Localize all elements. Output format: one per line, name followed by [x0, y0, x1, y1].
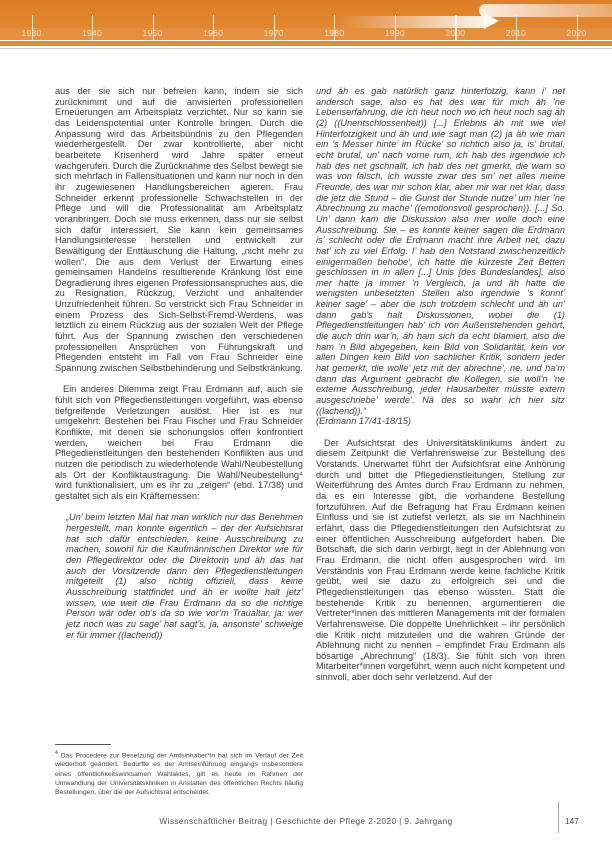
quote-citation: (Erdmann 17/41-18/15) — [316, 416, 411, 427]
footnote-area — [55, 744, 303, 797]
timeline-year-label: 1980 — [324, 28, 345, 38]
timeline-year-label: 1930 — [21, 28, 42, 38]
right-column — [316, 86, 565, 683]
header-divider — [0, 48, 612, 49]
timeline-banner — [0, 0, 612, 46]
timeline-year-label: 1990 — [384, 28, 405, 38]
timeline-year-label: 1940 — [81, 28, 103, 38]
footnote-marker: 4 — [55, 750, 58, 756]
footnote — [55, 749, 303, 797]
block-quote-continuation: und äh es gab natürlich ganz hinterfotzig, kann i’ net andersch sage, also es hat des war für mich äh ’ne Lebenserfahrung, die ich heut noch wo ich heut noch sag äh (2) ((Unentschlossenheit)) [...] Erlebnis äh mit wie viel Hinterfotzigkeit und äh und wie sagt man (2) ja äh wie man ein ’s Messer hinte’ im Rücke’ so richtich also ja, is’ brutal, echt brutal, un’ nach vorne rum, ich hab des irgendwie ich hab des net gschnallt, ich hab des net gmerkt, die warn so was von falsch, ich wusste zwar des sin’ net alles meine Freunde, des war mir schon klar, aber mir war net klar, dass die jetz die Stund – die Gunst der Stunde nutze’ um hier ’ne Abrechnung zu mache’ ((emotionsvoll gesprochen)). [...] So. Un’ dann kam die Diskussion also mer wolle doch eine Ausschreibung. Sie – es konnte keiner sagen die Erdmann is’ schlecht oder die Erdmann macht ihre Arbeit net, dazu hat’ ich zu viel Erfolg. I’ hab den Notstand zwischenzeitlich einigermaßen behobe’, ich hatte die kürzeste Zeit Betten geschlossen in in allen [...] Unis [des Bundeslandes], also mer hatte ja immer ’n Vergleich, ja und äh hatte die wenigsten unbesetzten Stellen also irgendwie ’s konnt’ keiner sage’ – aber die isch trotzdem schlecht und äh un’ dann gab’s halt Diskussionen, wobei die (1) Pflegedienstleitungen hab’ ich von Außenstehenden gehört, die auch drin war’n, äh ham sich da echt blamiert, also die ham ’n Bild abgegeben, kein Bild von Solidarität, kein vor allen Dingen kein Bild von sachlicher Kritik, sondern jeder hat gemerkt, die wolle’ jetz mit der abrechne’, ne, und ha’m dann das Argument gebracht die Kollegen, sie woll’n ’ne externe Ausschreibung, jeder Hausarbeiter müsste extern ausgeschriebe’ werde’. Nä des so wahr ich hier sitz ((lachend)).“ — [316, 86, 565, 416]
timeline-baseline — [0, 40, 612, 41]
footnote-rule — [55, 744, 111, 745]
paragraph: Ein anderes Dilemma zeigt Frau Erdmann auf, auch sie fühlt sich von Pflegedienstleitungen vorgeführt, was ebenso tiefgreifende Verletzungen auslöst. Hier ist es nur umgekehrt: Bestehen bei Frau Fischer und Frau Schneider Konflikte, mit denen sie schonungslos offen konfrontiert werden, weichen bei Frau Erdmann die Pflegedienstleitungen den bestehenden Konflikten aus und nutzen die periodisch zu wiederholende Wahl/Neubestellung als Ort der Konfliktaustragung. Die Wahl/Neubestellung⁴ wird funktionalisiert, um es ihr zu „zeigen“ (ebd. 17/38) und gestaltet sich als ein Kräftemessen: — [55, 384, 303, 501]
timeline-highlight-pill — [479, 4, 612, 17]
timeline-year-label: 1970 — [263, 28, 284, 38]
timeline-year-label: 1960 — [203, 28, 224, 38]
page-number: 147 — [565, 816, 579, 826]
block-quote: „Un’ beim letzten Mal hat man wirklich nur das Benehmen hergestellt, man konnte eigentlich – der der Aufsichtsrat hat sich dafür entschieden, keine Ausschreibung zu machen, sowohl für die Kaufmännischen Direktor wie für den Pflegedirektor oder die Direktorin und äh das hat auch der Vorsitzende dann den Pflegedienstleitungen mitgeteilt (1) also richtig offiziell, dass keine Ausschreibung stattfindet und äh er wollte halt jetz’ wissen, wie weit die Frau Erdmann da so die richtige Person wär oder ob’s da so wie vor’m Traualtar, ja: wer jetz noch was zu sage’ hat sagt’s, ja, ansonste’ schweige er für immer ((lachend)) — [66, 512, 303, 640]
journal-info-line: Wissenschaftlicher Beitrag | Geschichte der Pflege 2-2020 | 9. Jahrgang — [159, 816, 453, 826]
timeline-arrow-band — [335, 16, 485, 28]
paragraph-continuation: aus der sie sich nur befreien kann, indem sie sich zurücknimmt und auf die anvisierten professionellen Erneuerungen am Arbeitsplatz verzichtet. Nur so kann sie das Leidenspotential unter Kontrolle bringen. Durch die Anpassung wird das Arbeitsbündnis zu den Pflegenden wiederhergestellt. Der zwar kontrollierte, aber nicht bearbeitete Krisenherd wird Jahre später erneut wachgerufen. Durch die Zurücknahme des Selbst bewegt sie sich mehrfach in Fallensituationen und kann nur noch in den ihr zugewiesenen Handlungsbereichen agieren. Frau Schneider erkennt professionelle Schwachstellen in der Pflege und will die Professionalität am Arbeitsplatz voranbringen. Doch sie muss erkennen, dass nur sie selbst sich dafür interessiert. Sie kann kein gemeinsames Handlungsinteresse herstellen und entwickelt zur Bewältigung der Enttäuschung die Haltung, „nicht mehr zu wollen“. Die aus dem Verlust der Erwartung eines gemeinsamen Handelns resultierende Kränkung löst eine Degradierung ihres eigenen Professionsanspruches aus, die zu Resignation, Rückzug, Verzicht und anhaltender Unzufriedenheit führen. So verstrickt sich Frau Schneider in einem Prozess des Sich-Selbst-Fremd-Werdens, was letztlich zu einem Rückzug aus der sozialen Welt der Pflege führt. Aus der Spannung zwischen den verschiedenen professionellen Ansprüchen von Führungskraft und Pflegenden entsteht im Fall von Frau Schneider eine Spannung zwischen Selbstbehinderung und Selbstkränkung. — [55, 86, 303, 374]
timeline-year-label: 2020 — [566, 28, 587, 38]
article-body — [55, 86, 565, 683]
footer-divider — [558, 802, 559, 833]
timeline-year-label: 2010 — [505, 28, 527, 38]
timeline-year-label: 1950 — [142, 28, 163, 38]
left-column — [55, 86, 303, 683]
footnote-text: Das Procedere zur Besetzung der Amtsinhaber*in hat sich im Verlauf der Zeit wiederholt geändert. Bedurfte es der Amtseinführung eingangs insbesondere eines öffentlichkeitswirksamen Wahlaktes, gilt es heute im Rahmen der Umwandlung der Universitätskliniken in Anstalten des öffentlichen Rechts häufig Bestellungen, über die der Aufsichtsrat entscheidet. — [55, 752, 304, 797]
timeline-year-label: 2000 — [445, 28, 466, 38]
paragraph: Der Aufsichtsrat des Universitätsklinikums ändert zu diesem Zeitpunkt die Verfahrensweise zur Bestellung des Vorstands. Unerwartet führt der Aufsichtsrat eine Anhörung durch und bittet die Pflegedienstleitungen, Stellung zur Weiterführung des Amtes durch Frau Erdmann zu nehmen, da es ein Interesse gibt, die vorhandene Bestellung fortzuführen. Auf die Befragung hat Frau Erdmann keinen Einfluss und sie ist zutiefst verletzt, als sie im Nachhinein erfährt, dass die Pflegedienstleitungen den Aufsichtsrat zu einer öffentlichen Ausschreibung aufgefordert haben. Die Botschaft, die sich darin verbirgt, liegt in der Ablehnung von Frau Erdmann, die nicht offen ausgesprochen wird. Im Verständnis von Frau Erdmann werde keine fachliche Kritik geübt, weil sie dazu zu erfolgreich sei und die Pflegedienstleitungen das ebenso wüssten. Statt die bestehende Kritik zu benennen, argumentieren die Vertreter*innen des mittleren Managements mit der formalen Verfahrensweise. Die doppelte Unehrlichkeit – ihr persönlich die Kritik nicht mitzuteilen und die wahren Gründe der Ablehnung nicht zu nennen – empfindet Frau Erdmann als bösartige „Abrechnung“ (18/3). Sie fühlt sich von ihren Mitarbeiter*innen vorgeführt, wenn auch nicht kompetent und sinnvoll, aber doch sehr verletzend. Auf der — [316, 437, 565, 683]
